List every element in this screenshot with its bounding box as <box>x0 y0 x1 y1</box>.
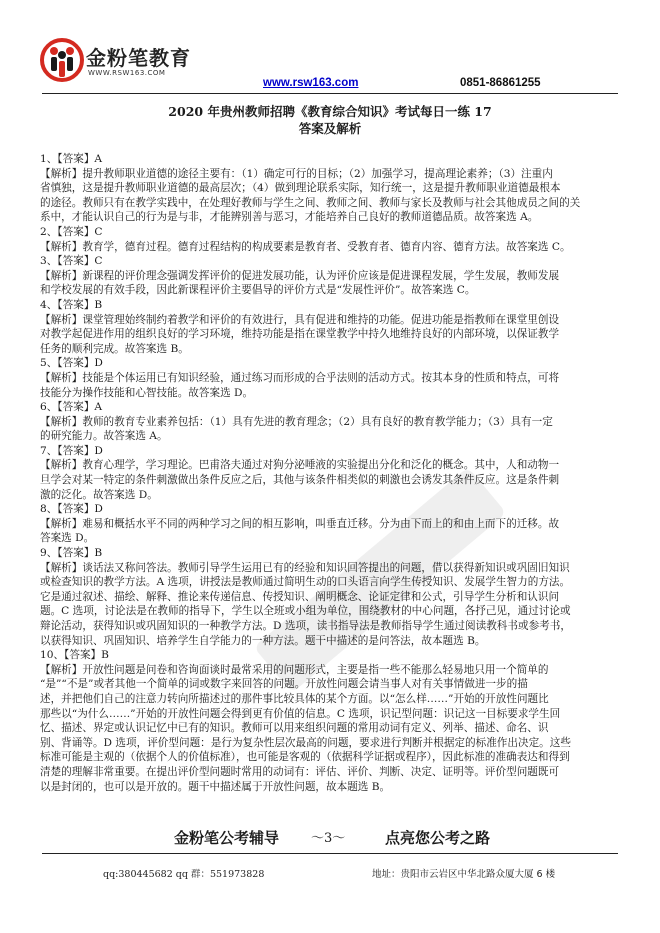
text-line: 【解析】新课程的评价理念强调发挥评价的促进发展功能，认为评价应该是促进课程发展，学生发展，教师发展 <box>40 269 560 282</box>
text-line: 标准可能是主观的（依据个人的价值标准），也可能是客观的（依据科学证据或程序），因此标准的准确表达和得到 <box>40 751 570 764</box>
text-line: 以是封闭的，也可以是开放的。题干中描述属于开放性问题，故本题选 B。 <box>40 780 391 793</box>
text-line: 答案选 D。 <box>40 532 95 545</box>
text-line: 5、【答案】D <box>40 357 103 370</box>
page-number: ～3～ <box>311 831 346 846</box>
text-line: 系中，才能认识自己的行为是与非，才能辨别善与恶习，才能培养自己良好的教师道德品质。故答案选 A。 <box>40 211 539 224</box>
text-line: 忆、描述、界定或认识记忆中已有的知识。教师可以用来组织问题的常用动词有定义、列举、描述、命名、识 <box>40 722 549 735</box>
text-line: 6、【答案】A <box>40 401 103 414</box>
text-line: 和学校发展的有效手段，因此新课程评价主要倡导的评价方式是“发展性评价”。故答案选 C。 <box>40 284 476 297</box>
text-line: 激的泛化。故答案选 D。 <box>40 488 158 501</box>
text-line: 述，并把他们自己的注意力转向所描述过的那件事比较具体的某个方面。以“怎么样……”开始的开放性问题比 <box>40 692 549 705</box>
phone-number: 0851-86861255 <box>460 77 541 89</box>
answer-explanations <box>40 152 622 794</box>
text-line: 3、【答案】C <box>40 255 103 268</box>
text-line: 【解析】谈话法又称问答法。教师引导学生运用已有的经验和知识回答提出的问题，借以获得新知识或巩固旧知识 <box>40 561 570 574</box>
text-line: 的研究能力。故答案选 A。 <box>40 430 168 443</box>
footer-slogan-left: 金粉笔公考辅导 <box>174 829 280 847</box>
text-line: 【解析】开放性问题是问卷和咨询面谈时最常采用的问题形式，主要是指一些不能那么轻易地只用一个简单的 <box>40 663 549 676</box>
text-line: 7、【答案】D <box>40 444 103 457</box>
document-subtitle: 答案及解析 <box>298 121 362 136</box>
text-line: 【解析】教育学，德育过程。德育过程结构的构成要素是教育者、受教育者、德育内容、德育方法。故答案选 C。 <box>40 240 571 253</box>
text-line: 1、【答案】A <box>40 153 103 165</box>
text-line: 【解析】课堂管理始终制约着教学和评价的有效进行，具有促进和维持的功能。促进功能是指教师在课堂里创设 <box>40 313 560 326</box>
text-line: 技能分为操作技能和心智技能。故答案选 D。 <box>40 386 254 399</box>
text-line: 它是通过叙述、描绘、解释、推论来传递信息、传授知识、阐明概念、论证定律和公式，引导学生分析和认识问 <box>40 590 560 603</box>
text-line: 清楚的理解非常重要。在提出评价型问题时常用的动词有：评估、评价、判断、决定、证明等。评价型问题既可 <box>40 765 560 778</box>
text-line: 【解析】教育心理学，学习理论。巴甫洛夫通过对狗分泌唾液的实验提出分化和泛化的概念。其中，人和动物一 <box>40 459 560 472</box>
text-line: 或检查知识的教学方法。A 选项，讲授法是教师通过简明生动的口头语言向学生传授知识、发展学生智力的方法。 <box>40 576 571 589</box>
text-line: 以获得知识、巩固知识、培养学生自学能力的一种方法。题干中描述的是问答法，故本题选 B。 <box>40 634 486 647</box>
text-line: 2、【答案】C <box>40 225 103 238</box>
footer-qq: qq:380445682 qq 群：551973828 <box>103 869 265 880</box>
document-title: 2020 年贵州教师招聘《教育综合知识》考试每日一练 17 <box>168 104 492 119</box>
text-line: 8、【答案】D <box>40 503 103 516</box>
text-line: 那些以“为什么……”开始的开放性问题会得到更有价值的信息。C 选项，识记型问题：识记这一目标要求学生回 <box>40 707 561 720</box>
text-line: 10、【答案】B <box>40 649 109 662</box>
brand-name: 金粉笔教育 <box>86 46 191 70</box>
text-line: 的途径。教师只有在教学实践中，在处理好教师与学生之间、教师之间、教师与家长及教师与社会其他成员之间的关 <box>40 196 581 209</box>
footer-divider <box>42 853 618 854</box>
website-link[interactable]: www.rsw163.com <box>263 77 359 89</box>
footer-slogan-right: 点亮您公考之路 <box>385 829 491 847</box>
header-divider <box>42 93 618 94</box>
page-header <box>0 0 660 100</box>
document-title-block <box>0 104 660 137</box>
footer-banner <box>0 827 660 847</box>
footer-address: 地址：贵阳市云岩区中华北路众厦大厦 6 楼 <box>372 869 556 880</box>
text-line: 【解析】难易和概括水平不同的两种学习之间的相互影响，叫垂直迁移。分为由下而上的和由上而下的迁移。故 <box>40 517 560 530</box>
brand-logo[interactable] <box>40 38 190 90</box>
text-line: 任务的顺利完成。故答案选 B。 <box>40 342 189 355</box>
text-line: 【解析】技能是个体运用已有知识经验，通过练习而形成的合乎法则的活动方式。按其本身的性质和特点，可将 <box>40 371 560 384</box>
text-line: 省慎独，这是提升教师职业道德的最高层次；（4）做到理论联系实际，知行统一，这是提升教师职业道德最根本 <box>40 182 561 195</box>
text-line: 【解析】教师的教育专业素养包括：（1）具有先进的教育理念；（2）具有良好的教育教学能力；（3）具有一定 <box>40 415 553 428</box>
text-line: 对教学起促进作用的组织良好的学习环境，维持功能是指在课堂教学中持久地维持良好的内部环境，以保证教学 <box>40 328 560 341</box>
text-line: 9、【答案】B <box>40 547 103 560</box>
text-line: 【解析】提升教师职业道德的途径主要有：（1）确定可行的目标；（2）加强学习，提高理论素养；（3）注重内 <box>40 167 553 180</box>
text-line: 辩论活动，获得知识或巩固知识的一种教学方法。D 选项，读书指导法是教师指导学生通过阅读教科书或参考书， <box>40 620 571 632</box>
text-line: “是”“不是”或者其他一个简单的词或数字来回答的问题。开放性问题会请当事人对有关事情做进一步的描 <box>40 678 528 691</box>
brand-url: WWW.RSW163.COM <box>88 69 166 77</box>
brand-logo-icon <box>40 38 84 82</box>
text-line: 题。C 选项，讨论法是在教师的指导下，学生以全班或小组为单位，围绕教材的中心问题，各抒己见，通过讨论或 <box>40 605 571 618</box>
text-line: 别、背诵等。D 选项，评价型问题：是行为复杂性层次最高的问题，要求进行判断并根据定的标准作出决定。这些 <box>40 736 571 749</box>
text-line: 4、【答案】B <box>40 298 103 311</box>
text-line: 旦学会对某一特定的条件刺激做出条件反应之后，其他与该条件相类似的刺激也会诱发其条件反应。这是条件刺 <box>40 474 560 487</box>
